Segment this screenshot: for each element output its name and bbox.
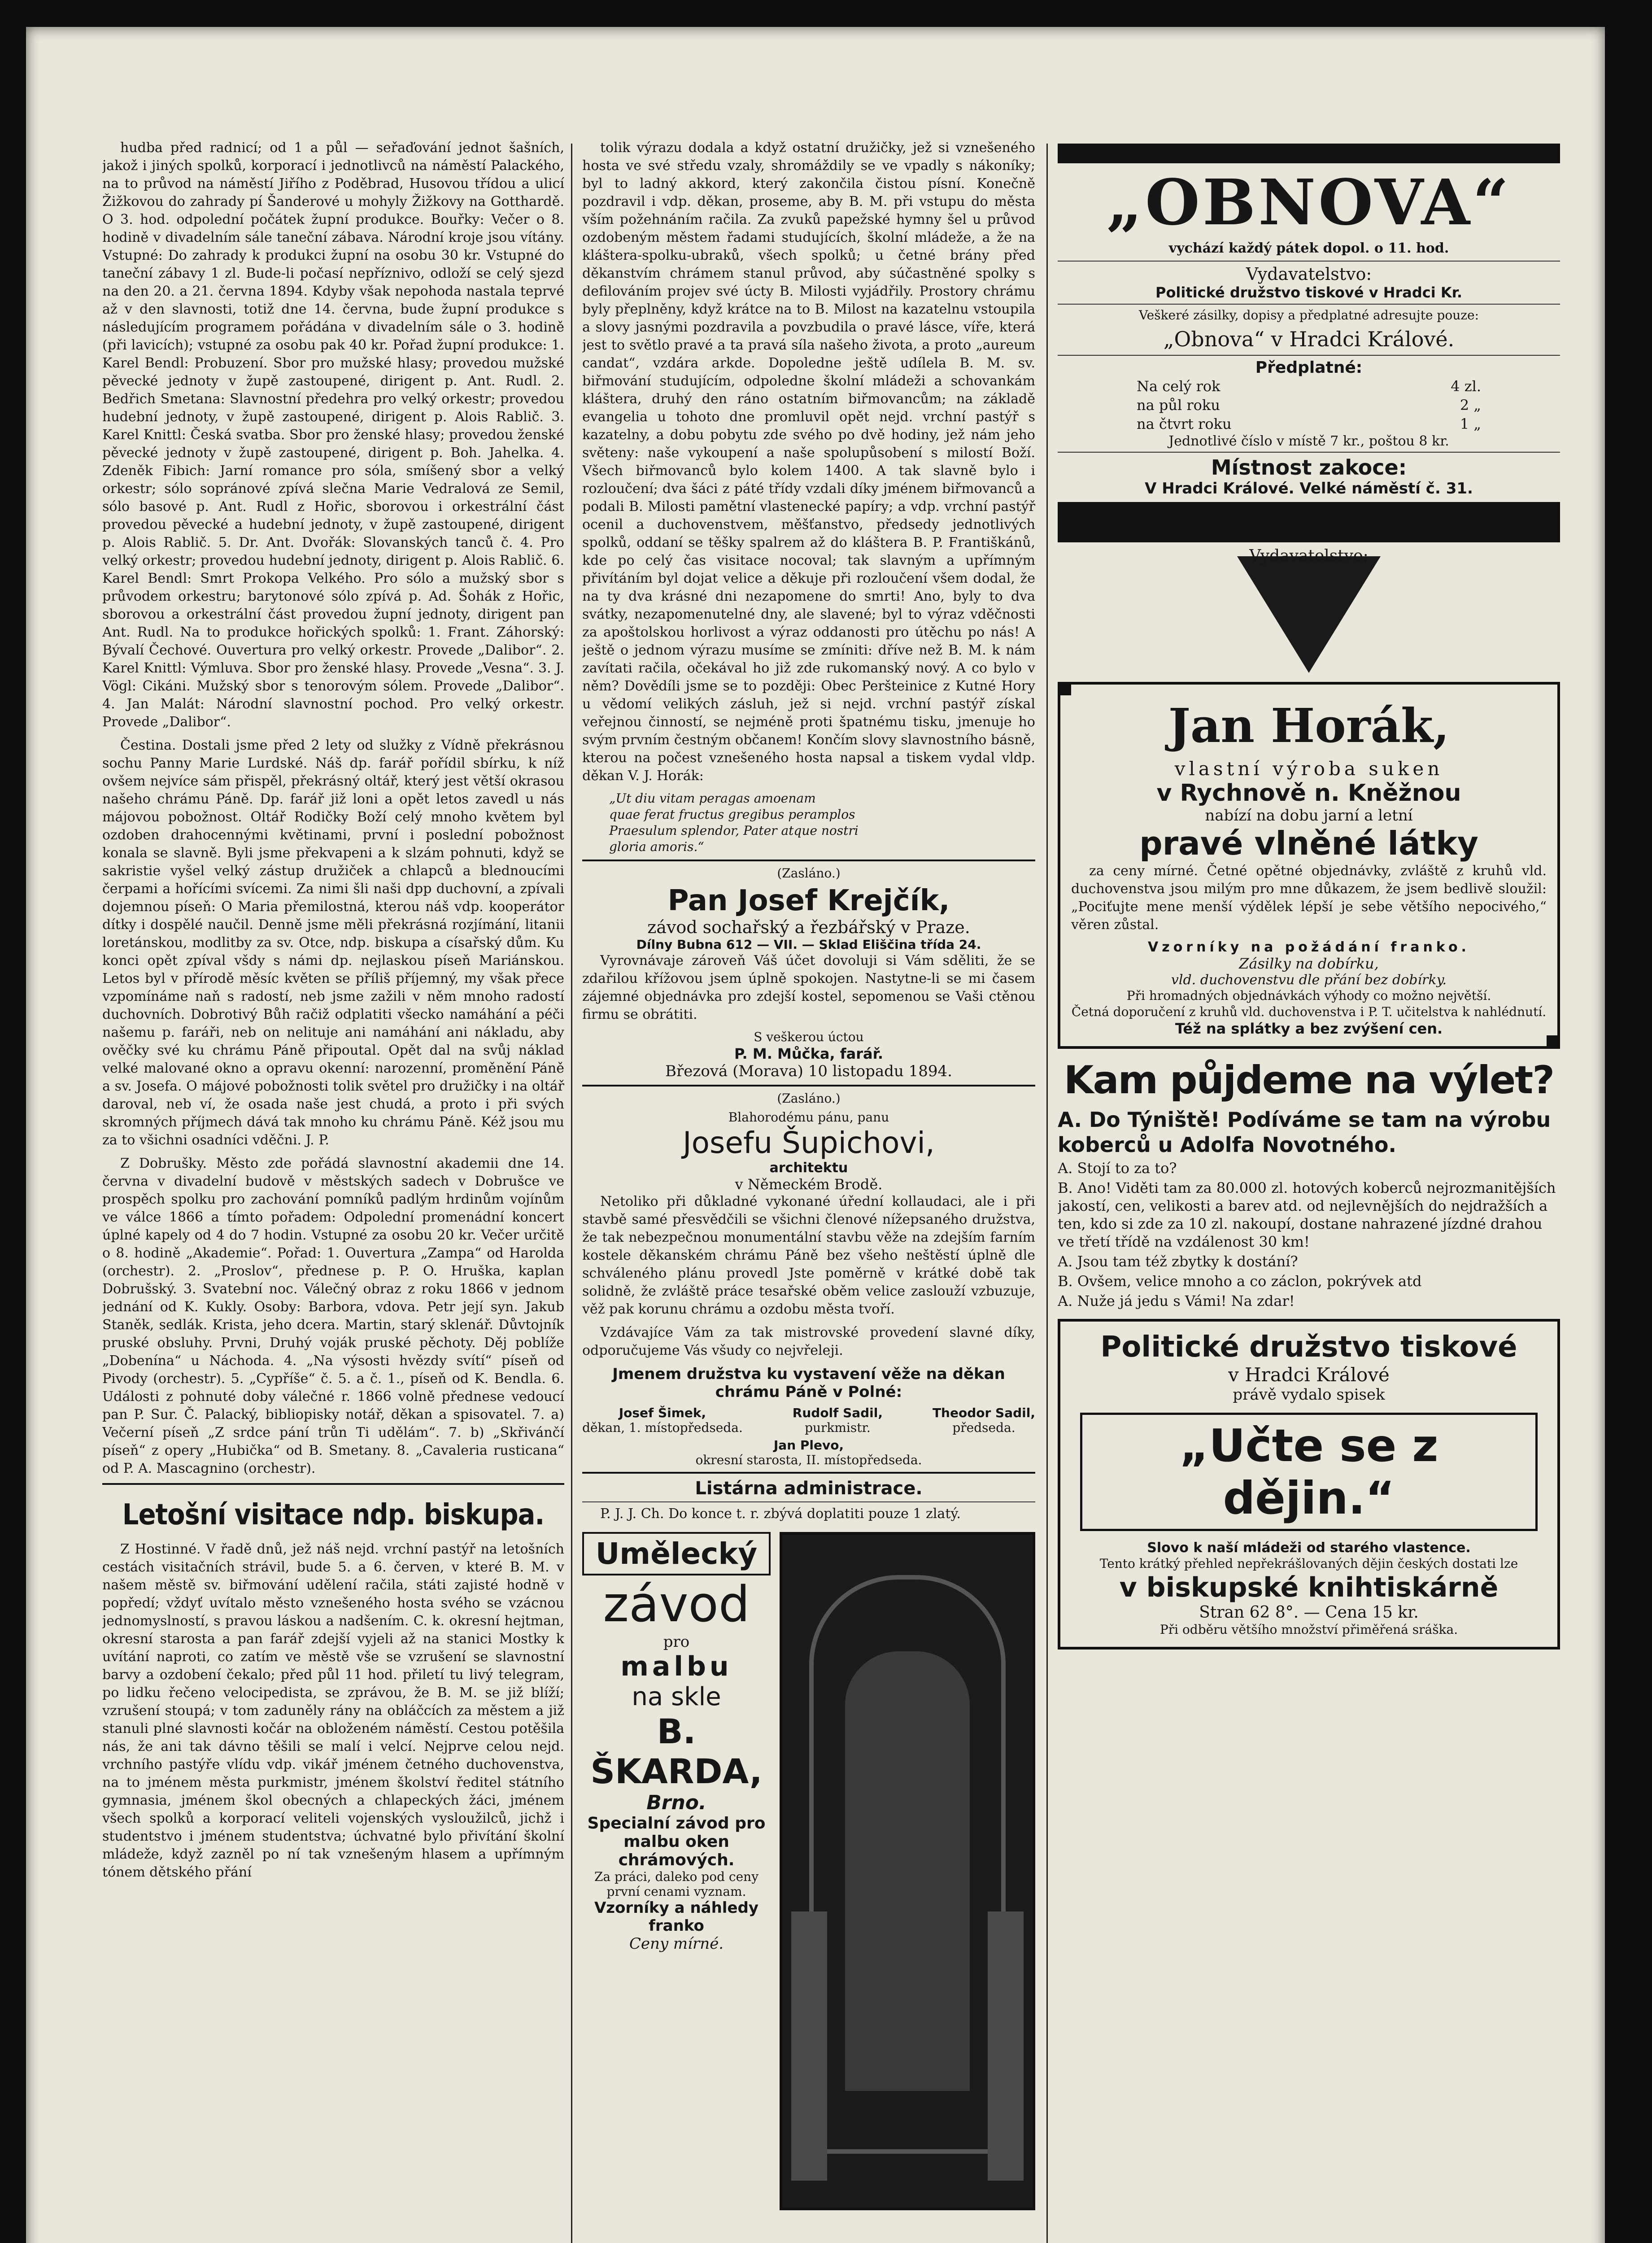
signatory-name: Rudolf Sadil, <box>792 1405 883 1420</box>
skarda-ad <box>582 1532 1035 2210</box>
book-text: Tento krátký přehled nepřekrášlovaných dějin českých dostati lze <box>1099 1556 1518 1571</box>
dialog-ad <box>1058 1107 1560 1310</box>
divider <box>582 1501 1035 1502</box>
price-row <box>1133 377 1485 396</box>
book-place: v biskupské knihtiskárně <box>1119 1572 1499 1603</box>
masthead-bar <box>1058 144 1560 163</box>
horak-name: Jan Horák, <box>1168 698 1450 753</box>
zaslano-label: (Zasláno.) <box>777 866 841 881</box>
krejcik-sub: závod sochařský a řezbářský v Praze. <box>647 917 970 937</box>
mail-address: „Obnova“ v Hradci Králové. <box>1163 327 1455 351</box>
price-value: 4 zl. <box>1451 378 1481 395</box>
price-period: Na celý rok <box>1137 378 1220 395</box>
skarda-l7: Brno. <box>646 1791 706 1814</box>
horak-ad <box>1058 682 1560 1049</box>
politicke-ad <box>1058 1319 1560 1650</box>
skarda-l1: Umělecký <box>582 1532 771 1575</box>
signatory-role: předseda. <box>952 1420 1016 1435</box>
horak-line: Též na splátky a bez zvýšení cen. <box>1175 1020 1443 1037</box>
skarda-l2: závod <box>603 1575 750 1633</box>
column-right <box>1058 139 1560 2243</box>
divider <box>582 1085 1035 1087</box>
krejcik-place: Březová (Morava) 10 listopadu 1894. <box>665 1062 952 1080</box>
supich-signatures <box>582 1405 1035 1435</box>
signatory-role: děkan, 1. místopředseda. <box>582 1420 743 1435</box>
krejcik-sign: P. M. Můčka, farář. <box>734 1045 884 1062</box>
stained-glass-window-image <box>780 1532 1035 2210</box>
supich-text: Vzdávajíce Vám za tak mistrovské provedení slavné díky, odporučujeme Vás všudy co nejvřeleji. <box>582 1325 1035 1358</box>
column-rule <box>1046 144 1048 2243</box>
horak-line: vlastní výroba suken <box>1174 758 1443 780</box>
single-issue-price: Jednotlivé číslo v místě 7 kr., poštou 8 kr. <box>1168 433 1449 449</box>
horak-line: Při hromadných objednávkách výhody co možno největší. <box>1126 988 1491 1003</box>
horak-line: vld. duchovenstvu dle přání bez dobírky. <box>1171 972 1447 988</box>
dialog-line: A. Do Týniště! Podíváme se tam na výrobu koberců u Adolfa Novotného. <box>1058 1108 1551 1157</box>
pol-title: Politické družstvo tiskové <box>1100 1331 1517 1364</box>
supich-role: architektu <box>769 1160 848 1176</box>
book-subtitle: Slovo k naší mládeži od starého vlastence. <box>1147 1540 1471 1556</box>
book-price: Stran 62 8°. — Cena 15 kr. <box>1199 1603 1419 1622</box>
krejcik-address: Dílny Bubna 612 — VII. — Sklad Eliščina třída 24. <box>636 937 981 952</box>
divider <box>1058 261 1560 262</box>
decorative-emblem <box>1237 556 1381 673</box>
price-row <box>1133 415 1485 433</box>
skarda-l10: Vzorníky a náhledy franko <box>594 1899 759 1935</box>
supich-name: Josefu Šupichovi, <box>683 1126 935 1160</box>
horak-text: za ceny mírné. Četné opětné objednávky, zvláště z kruhů vld. duchovenstva jsou milým pro mne důkazem, že jsem bedlivě sloužil: „Pociťujte mene menší výdělek lépší je sebe většího nepocivého,“ věren zůstal. <box>1071 863 1547 933</box>
poem-line: „Ut diu vitam peragas amoenam <box>609 791 816 806</box>
poem-line: gloria amoris.“ <box>609 839 704 854</box>
masthead-subtitle: vychází každý pátek dopol. o 11. hod. <box>1168 240 1449 256</box>
poem-line: Praesulum splendor, Pater atque nostri <box>609 823 859 838</box>
supich-signatures-2 <box>582 1438 1035 1467</box>
price-value: 2 „ <box>1460 397 1481 414</box>
pol-place: v Hradci Králové <box>1228 1364 1390 1386</box>
skarda-l8: Specialní závod pro malbu oken chrámových. <box>587 1814 766 1869</box>
book-title: „Učte se z dějin.“ <box>1080 1413 1538 1531</box>
divider <box>1058 355 1560 356</box>
prices-title: Předplatné: <box>1255 358 1363 377</box>
supich-text: Netoliko při důkladné vykonané úřední kollaudaci, ale i při stavbě samé přesvědčili se všichni členové nížepsaného družstva, že tak nebezpečnou monumentální stavbu věže na zdejším farním kostele děkanském chrámu Páně bez všeho neštěstí úplně dle schváleného plánu provedl Jste poměrně v krátké době tak solidně, že zvláště práce tesařské oběm velice zaslouží vzbuzuje, věž pak korunu chrámu a ozdobu města tvoří. <box>582 1194 1035 1317</box>
office-address: V Hradci Králové. Velké náměstí č. 31. <box>1145 480 1473 497</box>
office-title: Místnost zakoce: <box>1211 455 1407 480</box>
section-title: Letošní visitace ndp. biskupa. <box>122 1498 545 1532</box>
zaslano-label: (Zasláno.) <box>777 1091 841 1106</box>
price-period: na půl roku <box>1137 397 1220 414</box>
decorative-band <box>1058 502 1560 542</box>
signatory-name: Theodor Sadil, <box>932 1405 1035 1420</box>
poem <box>609 790 1008 855</box>
divider <box>582 1472 1035 1474</box>
price-period: na čtvrt roku <box>1137 415 1232 432</box>
krejcik-title: Pan Josef Krejčík, <box>667 884 950 917</box>
section-divider <box>102 1483 564 1485</box>
masthead-title: „OBNOVA“ <box>1106 166 1512 240</box>
price-table <box>1133 377 1485 433</box>
supich-greet: Blahorodému pánu, panu <box>728 1110 889 1125</box>
article-paragraph: Čestina. Dostali jsme před 2 lety od služky z Vídně překrásnou sochu Panny Marie Lurdské. Náš dp. farář pořídil sbírku, k níž ovšem nejvíce sám přispěl, překrásný oltář, který jest větší okrasou našeho chrámu Páně. Dp. farář již loni a opět letos zavedl u nás májovou pobožnost. Oltář Rodičky Boží celý mnoho květem byl ozdoben drahocennými květinami, první i poslední pobožnost konala se slavně. Byli jsme překvapeni a k slzám pohnuti, když se sakristie vyšel velký zástup družiček a chlapců a blednoucími čerpami a hořícími svícemi. Za nimi šli naši dpp duchovní, a zpívali dojemnou píseň: O Maria přemilostná, kterou náš vdp. kooperátor dítky i dospělé naučil. Denně jsme měli překrásná rozjímání, litanii loretánskou, modlitby za sv. Otce, ndp. biskupa a císařský dům. Ku konci opět zpíval všdy s námi dp. nejlaskou píseň Mariánskou. Letos byl v přírodě měsíc květen se příliš příjemný, my však přece vzpomínáme naň s radostí, neb jsme zažili v něm mnoho radostí duchovních. Dobrotivý Bůh račiž odplatiti všecko namáhání a péči našemu p. faráři, neb on nelituje ani namáhání ani nákladu, aby ověčky své ku chrámu Páně připoutal. Opět dal na svůj náklad velké malované okno a opravu okenní: narozenní, proměnění Páně a sv. Josefa. O májové pobožnosti tolik světel pro družičky i na oltář daroval, neb ví, že osada naše jest chudá, a proto i při svých skromných příjmech dává tak mnoho ku chrámu Páně. Kéž jsou mu za to všichni osadníci vděčni. J. P. <box>102 737 564 1148</box>
divider <box>582 860 1035 861</box>
article-paragraph: Z Dobrušky. Město zde pořádá slavnostní akademii dne 14. června v divadelní budově v městských sadech v Dobrušce ve prospěch spolku pro zachování pomníků padlým hrdinům vojínům ve válce 1866 a tímto pořadem: Odpolední promenádní koncert úplné kapely od 4 do 7 hodin. Vstupné za osobu 20 kr. Večer určitě o 8. hodině „Akademie“. Pořad: 1. Ouvertura „Zampa“ od Harolda (orchestr). 2. „Proslov“, přednese p. P. O. Hruška, kaplan Dobrušský. 3. Svatební noc. Válečný obraz z roku 1866 v jednom jednání od K. Kukly. Osoby: Barbora, vdova. Petr její syn. Jakub Staněk, sedlák. Krista, jeho dcera. Martin, starý sklenář. Důvtojník pruské obsluhy. Prvni, Druhý voják pruské pěchoty. Děj poblíže „Dobenína“ u Náchoda. 4. „Na výsosti hvězdy svítí“ píseň od Pivody (orchestr). 5. „Cypříše“ č. 5. a č. 1., píseň od K. Bendla. 6. Události z pohnuté doby válečné r. 1866 volně přednese vedoucí pan P. Sur. Č. Palacký, bibliopisky notář, děkan a spisovatel. 7. a) Večerní píseň „Z srdce pání trůn Ti udělám“. 7. b) „Skřivánčí píseň“ z opery „Hubička“ od B. Smetany. 8. „Cavaleria rusticana“ od P. A. Mascagnino (orchestr). <box>102 1156 564 1476</box>
book-note: Při odběru většího množství přiměřená sráška. <box>1159 1622 1458 1637</box>
dialog-line: A. Stojí to za to? <box>1058 1160 1177 1177</box>
vydavatelstvo-label: Vydavatelstvo: <box>1249 547 1369 565</box>
poem-line: quae ferat fructus gregibus peramplos <box>609 807 855 822</box>
newspaper-page <box>26 27 1605 2243</box>
horak-line: Četná doporučení z kruhů vld. duchovenstva i P. T. učitelstva k nahlédnutí. <box>1071 1004 1547 1019</box>
dialog-line: A. Jsou tam též zbytky k dostání? <box>1058 1253 1298 1270</box>
price-value: 1 „ <box>1460 415 1481 432</box>
publisher-name: Politické družstvo tiskové v Hradci Kr. <box>1155 284 1463 301</box>
divider <box>1058 304 1560 305</box>
column-left <box>102 139 564 2243</box>
skarda-l4: malbu <box>620 1651 732 1682</box>
skarda-l3: pro <box>663 1633 690 1651</box>
pol-pub: právě vydalo spisek <box>1233 1386 1385 1404</box>
signatory-role: okresní starosta, II. místopředseda. <box>695 1453 922 1467</box>
skarda-l11: Ceny mírné. <box>629 1935 724 1953</box>
skarda-text <box>582 1532 771 2210</box>
dialog-line: A. Nuže já jedu s Vámi! Na zdar! <box>1058 1292 1295 1309</box>
signatory-name: Josef Šimek, <box>619 1405 706 1420</box>
column-middle <box>582 139 1035 2243</box>
signatory-name: Jan Plevo, <box>773 1438 844 1453</box>
krejcik-regards: S veškerou úctou <box>754 1030 864 1044</box>
horak-line: Vzorníky na požádání franko. <box>1148 939 1470 955</box>
dialog-line: B. Ano! Viděti tam za 80.000 zl. hotových koberců nejrozmanitějších jakostí, cen, velikosti a barev atd. od nejlevnějších do nejdražších a ten, kdo si zde za 10 zl. nakoupí, dostane nahrazené jízdné drahou ve třetí třídě na vzdálenost 30 km! <box>1058 1179 1556 1250</box>
mail-note: Veškeré zásilky, dopisy a předplatné adresujte pouze: <box>1139 308 1479 323</box>
article-paragraph: hudba před radnicí; od 1 a půl — seřaďování jednot šašních, jakož i jiných spolků, korporací i jednotlivců na náměstí Palackého, na to průvod na náměstí Jiřího z Poděbrad, Husovou třídou a ulicí Žižkovou do zahrady pí Šanderové u mohyly Žižkovy na Gotthardě. O 3. hod. odpolední počátek župní produkce. Bouřky: Večer o 8. hodině v divadelním sále taneční zábava. Národní kroje jsou vítány. Vstupné: Do zahrady k produkci župní na osobu 30 kr. Vstupné do taneční zábavy 1 zl. Bude-li počasí nepříznivo, odloží se celý sjezd na den 20. a 21. června 1894. Kdyby však nepohoda nastala teprvé až v den slavnosti, totiž dne 14. června, bude župní produkce s následujícím programem pořádána v divadelním sále o 3. hodině (při lavicích); vstupné za osobu pak 40 kr. Pořad župní produkce: 1. Karel Bendl: Probuzení. Sbor pro mužské hlasy; provedou mužské pěvecké jednoty v župě zastoupené, dirigent p. Ant. Rudl. 2. Bedřich Smetana: Slavnostní předehra pro velký orkestr; provedou hudební jednoty, v župě zastoupené, dirigent p. Alois Rablič. 3. Karel Knittl: Česká svatba. Sbor pro ženské hlasy; provedou ženské pěvecké jednoty v župě zastoupené, dirigent p. Boh. Jahelka. 4. Zdeněk Fibich: Jarní romance pro sóla, smíšený sbor a velký orkestr; sólo sopránové zpívá slečna Marie Vedralová ze Semil, sólo basové p. Ant. Rudl z Hořic, sborovou i orkestrální část provedou pěvecké a hudební jednoty, v župě zastoupené, dirigent p. Alois Rablič. 5. Dr. Ant. Dvořák: Slovanských tanců č. 4. Pro velký orkestr; provedou hudební jednoty, dirigent p. Alois Rablič. 6. Karel Bendl: Smrt Prokopa Velkého. Pro sólo a mužský sbor s průvodem orkestru; barytonové sólo zpívá p. Ad. Šohák z Hořic, sborovou a orkestrální část provedou župní jednoty, dirigent pan Ant. Rudl. Na to produkce hořických spolků: 1. Frant. Záhorský: Bývalí Čechové. Ouvertura pro velký orkestr. Provede „Dalibor“. 2. Karel Knittl: Výmluva. Sbor pro ženské hlasy. Provede „Vesna“. 3. J. Vögl: Cikáni. Mužský sbor s tenorovým sólem. Provede „Dalibor“. 4. Jan Malát: Národní slavnostní pochod. Pro velký orkestr. Provede „Dalibor“. <box>102 140 564 730</box>
listarna-text: P. J. J. Ch. Do konce t. r. zbývá doplatiti pouze 1 zlatý. <box>600 1506 961 1522</box>
signatory-role: purkmistr. <box>805 1420 871 1435</box>
dialog-line: B. Ovšem, velice mnoho a co záclon, pokrývek atd <box>1058 1273 1422 1290</box>
horak-headline: pravé vlněné látky <box>1139 825 1478 862</box>
krejcik-text: Vyrovnávaje zároveň Váš účet dovoluji si Vám sděliti, že se zdařilou křížovou jsem úplně spokojen. Nastytne-li se mi časem zájemné objednávka pro zdejší kostel, sepomenou se Vaši ctěnou firmu se obrátiti. <box>582 953 1035 1022</box>
supich-place: v Německém Brodě. <box>735 1176 883 1193</box>
skarda-l6: B. ŠKARDA, <box>590 1711 763 1791</box>
horak-line: nabízí na dobu jarní a letní <box>1205 807 1413 825</box>
divider <box>1058 452 1560 453</box>
listarna-title: Listárna administrace. <box>695 1478 923 1499</box>
skarda-l9: Za práci, daleko pod ceny první cenami vyznam. <box>594 1869 759 1899</box>
column-rule <box>571 144 572 2243</box>
kam-headline: Kam půjdeme na výlet? <box>1064 1058 1554 1103</box>
supich-committee: Jmenem družstva ku vystavení věže na děkan chrámu Páně v Polné: <box>612 1365 1005 1401</box>
price-row <box>1133 396 1485 415</box>
publisher-label: Vydavatelstvo: <box>1246 264 1372 284</box>
skarda-l5: na skle <box>632 1682 721 1711</box>
horak-line: Zásilky na dobírku, <box>1239 955 1379 972</box>
article-paragraph: Z Hostinné. V řadě dnů, jež náš nejd. vrchní pastýř na letošních cestách visitačních strávil, bude 5. a 6. červen, v které B. M. v našem městě sv. biřmování udělení račila, státi zajisté hodně v popředí; vždyť uvítalo město vznešeného hosta svého se vzácnou jednomyslností, s pravou láskou a nadšením. C. k. okresní hejtman, okresní starosta a pan farář zdejší vyjeli až na stanici Mostky k uvítání naproti, co zatím ve městě vše se vzrušení se slavnostní barvy a ozdobení čekalo; před půl 11 hod. přiletí tu livý telegram, po lidku řečeno velocipedista, se zprávou, že B. M. se již blíží; vzrušení stoupá; v tom zaduněly rány na obláčcích za městem a již stanuli plné slavnosti kočár na obloženém náměstí. Cestou potěšila nás, že ani tak dávno těšili se malí i velcí. Nejprve celou nejd. vrchního pastýře vlídu vdp. vikář jménem četného duchovenstva, na to jménem města purkmistr, jménem školství ředitel státního gymnasia, jménem škol obecných a chlapeckých žáci, jménem všech spolků a korporací veliteli vojenských vysloužilců, jichž i studentstvo i jménem studentstva; úchvatné bylo přivítání školní mládeže, když zazněl po ní tak vznešeným hlasem a upřímným tónem dětského přání <box>102 1541 564 1880</box>
horak-line: v Rychnově n. Kněžnou <box>1156 780 1461 807</box>
article-paragraph: tolik výrazu dodala a když ostatní družičky, jež si vznešeného hosta ve své středu vzaly, shromáždily se ve vpadly s nákoníky; byl to ladný akkord, který zakončila čistou písní. Konečně pozdravil i vdp. děkan, proseme, aby B. M. při vstupu do města vším požehnáním račila. Za zvuků papežské hymny šel u průvod ozdobeným městem řadami studujících, školní mládeže, a že na kláštera-spolku-ubraků, všech spolků; u četné brány před děkanstvím chrámem stanul průvod, aby súčastněné spolky s defilováním projev své úcty B. Milosti vyjádřily. Prostory chrámu byly přeplněny, když krátce na to B. Milost na kazatelnu vstoupila a slovy jasnými pozdravila a povzbudila o pravé lásce, víře, která jest to světlo pravé a ta pravá síla našeho života, a proto „aureum candat“, vzdára arkde. Dopoledne ještě udílela B. M. sv. biřmování studujícím, odpoledne školní mládeži a schovankám kláštera, druhý den ráno ostatním biřmovancům; na základě evangelia u tohoto dne promluvil opět nejd. vrchní pastýř s kazatelny, a dobu pobytu zde svého po dvě hodiny, jež nám jeho světeny: naše vykoupení a naše spolupůsobení s milostí Boží. Všech biřmovanců bylo kolem 1400. A tak slavně bylo i rozloučení; dva šáci z páté třídy vzdali díky jménem biřmovanců a podali B. Milosti pamětní vlastenecké papíry; a vdp. vrchní pastýř ocenil a duchovenstvem, měšťanstvo, předsedy jednotlivých spolků, oddaní se těšky spalrem až do kláštera B. P. Františkánů, kde po celý čas visitace nocoval; tak slavným a upřímným přivítáním byl dojat velice a děkuje při rozloučení všem dodal, že na ty dva krásné dni nezapomene do smrti! Ano, byly to dva svátky, nezapomenutelné dny, ale slavené; byl to výraz vděčnosti za apoštolskou horlivost a výraz oddanosti pro útěchu po nás! A ještě o jednom výrazu musíme se zmíniti: dříve než B. M. k nám zavítati račila, očekával ho již zde rukomanský nový. A co bylo v něm? Dovědíli jsme se to později: Obec Peršteinice z Kutné Hory u vědomí velikých zásluh, jež si nejd. vrchní pastýř získal veřejnou činností, se nejméně proti špatnému tisku, jmenuje ho svým prvním čestným občanem! Končím slovy slavnostního básně, kterou na počest vznešeného hosta napsal a tiskem vydal vldp. děkan V. J. Horák: <box>582 140 1035 784</box>
